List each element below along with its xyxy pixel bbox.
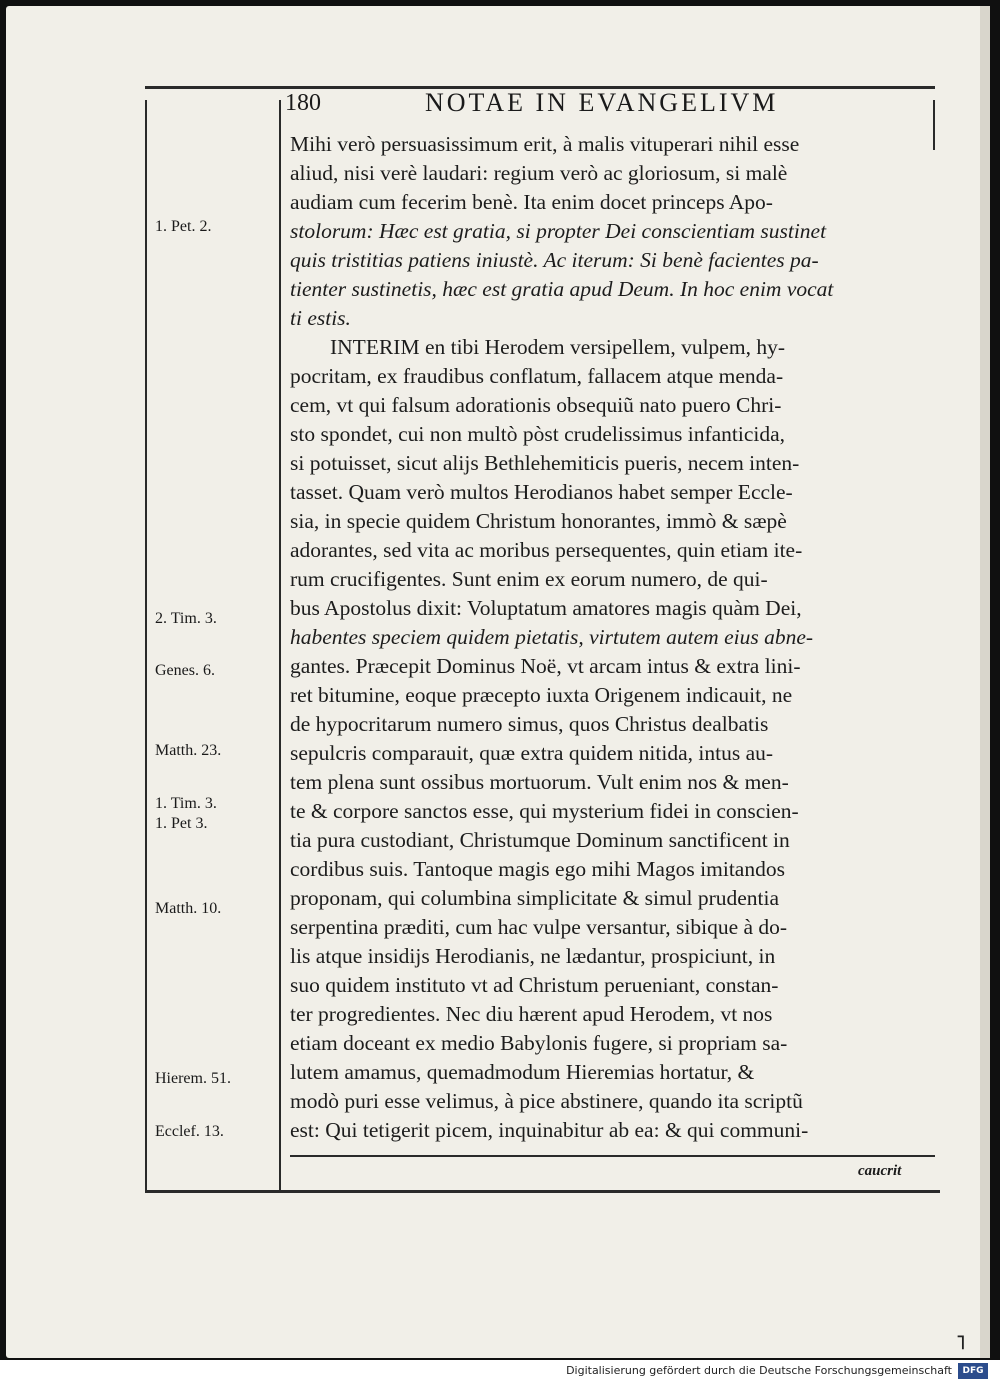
text-line: lutem amamus, quemadmodum Hieremias hortatur, &: [290, 1060, 755, 1084]
page-edge: [980, 6, 990, 1358]
margin-note-3: Genes. 6.: [155, 662, 215, 679]
text-line: si potuisset, sicut alijs Bethlehemiticis pueris, necem inten-: [290, 451, 800, 475]
dfg-logo-icon[interactable]: DFG: [958, 1363, 988, 1379]
body-text: [290, 130, 930, 1145]
text-line: gantes. Præcepit Dominus Noë, vt arcam intus & extra lini-: [290, 654, 801, 678]
text-line: tasset. Quam verò multos Herodianos habet semper Eccle-: [290, 480, 793, 504]
text-line: etiam doceant ex medio Babylonis fugere, si propriam sa-: [290, 1031, 788, 1055]
text-line: sia, in specie quidem Christum honorantes, immò & sæpè: [290, 509, 787, 533]
text-line: sto spondet, cui non multò pòst crudelissimus infanticida,: [290, 422, 786, 446]
margin-note-5: 1. Tim. 3.: [155, 795, 217, 812]
footer-credit: Digitalisierung gefördert durch die Deutsche Forschungsgemeinschaft: [566, 1364, 952, 1377]
text-line: cordibus suis. Tantoque magis ego mihi Magos imitandos: [290, 857, 785, 881]
margin-note-9: Ecclef. 13.: [155, 1123, 224, 1140]
text-line: cem, vt qui falsum adorationis obsequiũ nato puero Chri-: [290, 393, 782, 417]
text-line: proponam, qui columbina simplicitate & simul prudentia: [290, 886, 780, 910]
margin-note-7: Matth. 10.: [155, 900, 222, 917]
text-line: sepulcris comparauit, quæ extra quidem nitida, intus au-: [290, 741, 774, 765]
page-number: 180: [285, 90, 321, 116]
text-line: tia pura custodiant, Christumque Dominum sanctificent in: [290, 828, 790, 852]
margin-note-8: Hierem. 51.: [155, 1070, 231, 1087]
margin-divider-line: [279, 100, 281, 1190]
margin-note-1: 1. Pet. 2.: [155, 218, 212, 235]
text-line: pocritam, ex fraudibus conflatum, fallacem atque menda-: [290, 364, 784, 388]
text-line: lis atque insidijs Herodianis, ne lædantur, prospiciunt, in: [290, 944, 776, 968]
text-line: tienter sustinetis, hæc est gratia apud Deum. In hoc enim vocat: [290, 277, 834, 301]
text-line: suo quidem instituto vt ad Christum perueniant, constan-: [290, 973, 779, 997]
text-line: ret bitumine, eoque præcepto iuxta Origenem indicauit, ne: [290, 683, 793, 707]
text-line: aliud, nisi verè laudari: regium verò ac gloriosum, si malè: [290, 161, 788, 185]
page-corner-mark: ⌐: [948, 1333, 974, 1352]
margin-note-6: 1. Pet 3.: [155, 815, 208, 832]
text-line: ti estis.: [290, 306, 351, 330]
page-header: [285, 88, 935, 128]
margin-note-2: 2. Tim. 3.: [155, 610, 217, 627]
text-line: serpentina præditi, cum hac vulpe versantur, sibique à do-: [290, 915, 788, 939]
text-line: est: Qui tetigerit picem, inquinabitur ab ea: & qui communi-: [290, 1118, 809, 1142]
text-line: habentes speciem quidem pietatis, virtutem autem eius abne-: [290, 625, 814, 649]
margin-note-4: Matth. 23.: [155, 742, 222, 759]
text-line: rum crucifigentes. Sunt enim ex eorum numero, de qui-: [290, 567, 768, 591]
text-line: te & corpore sanctos esse, qui mysterium fidei in conscien-: [290, 799, 799, 823]
text-line: ter progredientes. Nec diu hærent apud Herodem, vt nos: [290, 1002, 773, 1026]
text-line: modò puri esse velimus, à pice abstinere, quando ita scriptũ: [290, 1089, 803, 1113]
text-line: adorantes, sed vita ac moribus persequentes, quin etiam ite-: [290, 538, 803, 562]
text-line: quis tristitias patiens iniustè. Ac iterum: Si benè facientes pa-: [290, 248, 819, 272]
text-line: Mihi verò persuasissimum erit, à malis vituperari nihil esse: [290, 132, 800, 156]
text-line: tem plena sunt ossibus mortuorum. Vult enim nos & men-: [290, 770, 789, 794]
catchword: caucrit: [858, 1163, 902, 1179]
text-line: de hypocritarum numero simus, quos Christus dealbatis: [290, 712, 769, 736]
text-line: stolorum: Hæc est gratia, si propter Dei conscientiam sustinet: [290, 219, 827, 243]
text-bottom-rule: [290, 1155, 935, 1157]
left-border-line: [145, 100, 147, 1190]
text-line: INTERIM en tibi Herodem versipellem, vulpem, hy-: [330, 335, 785, 359]
running-title: NOTAE IN EVANGELIVM: [425, 88, 779, 117]
text-line: audiam cum fecerim benè. Ita enim docet princeps Apo-: [290, 190, 773, 214]
digitization-footer: [0, 1360, 1000, 1385]
bottom-rule: [145, 1190, 940, 1193]
text-line: bus Apostolus dixit: Voluptatum amatores magis quàm Dei,: [290, 596, 802, 620]
